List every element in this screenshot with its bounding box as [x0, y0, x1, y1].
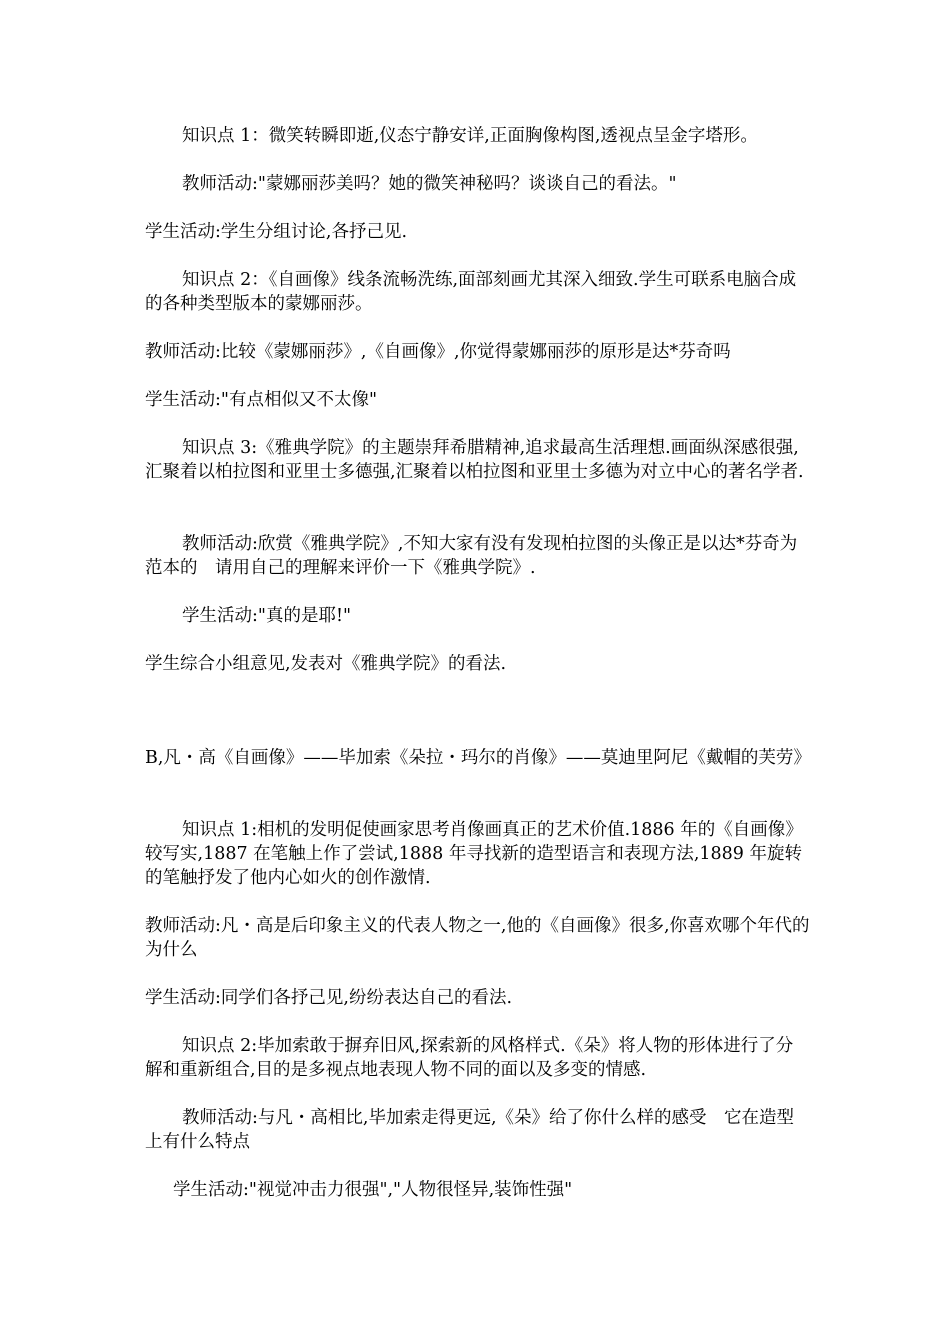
paragraph-section-b-heading: B,凡・高《自画像》——毕加索《朵拉・玛尔的肖像》——莫迪里阿尼《戴帽的芙劳》: [145, 748, 811, 768]
paragraph-knowledge-point-3: 知识点 3:《雅典学院》的主题崇拜希腊精神,追求最高生活理想.画面纵深感很强,汇聚着以柏拉图和亚里士多德强,汇聚着以柏拉图和亚里士多德为对立中心的著名学者.: [145, 438, 804, 482]
paragraph-student-activity-3: 学生活动:"真的是耶!": [182, 606, 352, 626]
paragraph-student-activity-1: 学生活动:学生分组讨论,各抒己见.: [145, 222, 408, 242]
paragraph-b-knowledge-point-1: 知识点 1:相机的发明促使画家思考肖像画真正的艺术价值.1886 年的《自画像》较写实,1887 在笔触上作了尝试,1888 年寻找新的造型语言和表现方法,1889 年旋转的笔触抒发了他内心如火的创作激情.: [145, 820, 803, 888]
paragraph-student-activity-2: 学生活动:"有点相似又不太像": [145, 390, 377, 410]
paragraph-student-summary: 学生综合小组意见,发表对《雅典学院》的看法.: [145, 654, 507, 674]
paragraph-teacher-activity-2: 教师活动:比较《蒙娜丽莎》,《自画像》,你觉得蒙娜丽莎的原形是达*芬奇吗: [145, 342, 731, 362]
paragraph-b-teacher-activity-1: 教师活动:凡・高是后印象主义的代表人物之一,他的《自画像》很多,你喜欢哪个年代的 为什么: [145, 916, 828, 960]
paragraph-b-knowledge-point-2: 知识点 2:毕加索敢于摒弃旧风,探索新的风格样式.《朵》将人物的形体进行了分解和重新组合,目的是多视点地表现人物不同的面以及多变的情感.: [145, 1036, 794, 1080]
paragraph-b-teacher-activity-2: 教师活动:与凡・高相比,毕加索走得更远,《朵》给了你什么样的感受 它在造型上有什么特点: [145, 1108, 795, 1152]
paragraph-knowledge-point-2: 知识点 2：《自画像》线条流畅洗练,面部刻画尤其深入细致.学生可联系电脑合成的各种类型版本的蒙娜丽莎。: [145, 270, 797, 314]
paragraph-b-student-activity-2: 学生活动:"视觉冲击力很强","人物很怪异,装饰性强": [173, 1180, 573, 1200]
paragraph-knowledge-point-1: 知识点 1：微笑转瞬即逝,仪态宁静安详,正面胸像构图,透视点呈金字塔形。: [182, 126, 758, 146]
paragraph-teacher-activity-3: 教师活动:欣赏《雅典学院》,不知大家有没有发现柏拉图的头像正是以达*芬奇为范本的 请用自己的理解来评价一下《雅典学院》.: [145, 534, 798, 578]
paragraph-teacher-activity-1: 教师活动:"蒙娜丽莎美吗？她的微笑神秘吗？谈谈自己的看法。": [182, 174, 677, 194]
paragraph-b-student-activity-1: 学生活动:同学们各抒己见,纷纷表达自己的看法.: [145, 988, 513, 1008]
